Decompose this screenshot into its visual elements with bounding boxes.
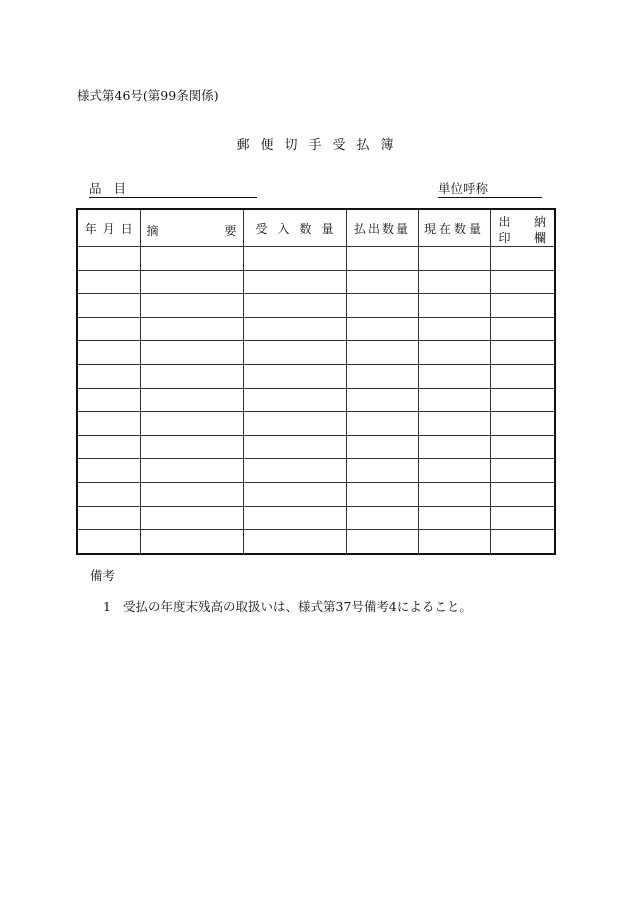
cell-date[interactable]	[77, 435, 140, 459]
table-row	[77, 270, 555, 294]
cell-current[interactable]	[418, 247, 490, 271]
cell-description[interactable]	[140, 435, 243, 459]
cell-paid-out[interactable]	[346, 270, 418, 294]
cell-seal[interactable]	[490, 412, 555, 436]
cell-received[interactable]	[243, 530, 346, 554]
unit-field	[438, 182, 542, 198]
table-header-row	[77, 209, 555, 247]
cell-paid-out[interactable]	[346, 435, 418, 459]
cell-date[interactable]	[77, 247, 140, 271]
cell-date[interactable]	[77, 506, 140, 530]
cell-paid-out[interactable]	[346, 341, 418, 365]
cell-date[interactable]	[77, 482, 140, 506]
document-title: 郵便切手受払簿	[236, 138, 405, 153]
header-seal-1: 出	[498, 215, 511, 229]
cell-received[interactable]	[243, 317, 346, 341]
cell-paid-out[interactable]	[346, 364, 418, 388]
cell-paid-out[interactable]	[346, 506, 418, 530]
cell-description[interactable]	[140, 294, 243, 318]
cell-date[interactable]	[77, 364, 140, 388]
unit-label: 単位呼称	[438, 181, 489, 196]
table-row	[77, 412, 555, 436]
remark-number: 1	[103, 599, 111, 614]
item-label: 品目	[89, 181, 139, 196]
cell-date[interactable]	[77, 388, 140, 412]
cell-date[interactable]	[77, 341, 140, 365]
table-row	[77, 341, 555, 365]
ledger-body	[77, 247, 555, 554]
cell-description[interactable]	[140, 247, 243, 271]
cell-current[interactable]	[418, 459, 490, 483]
cell-description[interactable]	[140, 459, 243, 483]
table-row	[77, 388, 555, 412]
cell-received[interactable]	[243, 341, 346, 365]
cell-date[interactable]	[77, 294, 140, 318]
cell-description[interactable]	[140, 506, 243, 530]
header-seal-3: 印	[498, 231, 511, 245]
table-row	[77, 482, 555, 506]
header-description-left: 摘	[146, 224, 159, 238]
cell-current[interactable]	[418, 482, 490, 506]
cell-received[interactable]	[243, 412, 346, 436]
cell-seal[interactable]	[490, 294, 555, 318]
cell-received[interactable]	[243, 482, 346, 506]
cell-paid-out[interactable]	[346, 459, 418, 483]
cell-description[interactable]	[140, 270, 243, 294]
table-row	[77, 506, 555, 530]
ledger-table	[76, 208, 556, 555]
cell-seal[interactable]	[490, 506, 555, 530]
cell-seal[interactable]	[490, 364, 555, 388]
cell-current[interactable]	[418, 388, 490, 412]
header-seal-2: 納	[533, 215, 546, 229]
cell-current[interactable]	[418, 412, 490, 436]
cell-current[interactable]	[418, 364, 490, 388]
cell-seal[interactable]	[490, 270, 555, 294]
cell-description[interactable]	[140, 317, 243, 341]
cell-seal[interactable]	[490, 435, 555, 459]
cell-date[interactable]	[77, 412, 140, 436]
cell-date[interactable]	[77, 317, 140, 341]
cell-current[interactable]	[418, 294, 490, 318]
cell-received[interactable]	[243, 247, 346, 271]
cell-current[interactable]	[418, 341, 490, 365]
cell-current[interactable]	[418, 317, 490, 341]
cell-description[interactable]	[140, 482, 243, 506]
cell-description[interactable]	[140, 364, 243, 388]
cell-seal[interactable]	[490, 482, 555, 506]
cell-paid-out[interactable]	[346, 530, 418, 554]
table-row	[77, 294, 555, 318]
cell-paid-out[interactable]	[346, 482, 418, 506]
header-date: 年月日	[77, 209, 140, 247]
cell-seal[interactable]	[490, 341, 555, 365]
cell-paid-out[interactable]	[346, 294, 418, 318]
cell-received[interactable]	[243, 388, 346, 412]
cell-description[interactable]	[140, 341, 243, 365]
cell-description[interactable]	[140, 530, 243, 554]
remarks-heading: 備考	[90, 568, 116, 583]
table-row	[77, 317, 555, 341]
table-row	[77, 530, 555, 554]
header-description	[140, 209, 243, 247]
header-current-quantity: 現在数量	[418, 209, 490, 247]
table-row	[77, 435, 555, 459]
cell-seal[interactable]	[490, 317, 555, 341]
cell-received[interactable]	[243, 270, 346, 294]
cell-description[interactable]	[140, 412, 243, 436]
table-row	[77, 247, 555, 271]
cell-received[interactable]	[243, 459, 346, 483]
cell-current[interactable]	[418, 530, 490, 554]
cell-current[interactable]	[418, 270, 490, 294]
header-received-quantity: 受入数量	[243, 209, 346, 247]
cell-seal[interactable]	[490, 388, 555, 412]
item-field	[89, 182, 257, 198]
cell-current[interactable]	[418, 506, 490, 530]
cell-seal[interactable]	[490, 530, 555, 554]
header-paid-out-quantity: 払出数量	[346, 209, 418, 247]
header-seal-4: 欄	[533, 231, 546, 245]
table-row	[77, 364, 555, 388]
table-row	[77, 459, 555, 483]
form-number: 様式第46号(第99条関係)	[77, 88, 219, 103]
cell-date[interactable]	[77, 459, 140, 483]
header-description-right: 要	[224, 224, 237, 238]
cell-seal[interactable]	[490, 459, 555, 483]
cell-received[interactable]	[243, 506, 346, 530]
cell-paid-out[interactable]	[346, 247, 418, 271]
cell-current[interactable]	[418, 435, 490, 459]
cell-received[interactable]	[243, 435, 346, 459]
cell-seal[interactable]	[490, 247, 555, 271]
cell-received[interactable]	[243, 294, 346, 318]
remark-text: 受払の年度末残高の取扱いは、様式第37号備考4によること。	[123, 599, 472, 614]
cell-description[interactable]	[140, 388, 243, 412]
cell-paid-out[interactable]	[346, 412, 418, 436]
header-seal-column	[490, 209, 555, 247]
remark-item	[103, 597, 472, 615]
cell-date[interactable]	[77, 270, 140, 294]
cell-date[interactable]	[77, 530, 140, 554]
cell-paid-out[interactable]	[346, 317, 418, 341]
cell-received[interactable]	[243, 364, 346, 388]
cell-paid-out[interactable]	[346, 388, 418, 412]
